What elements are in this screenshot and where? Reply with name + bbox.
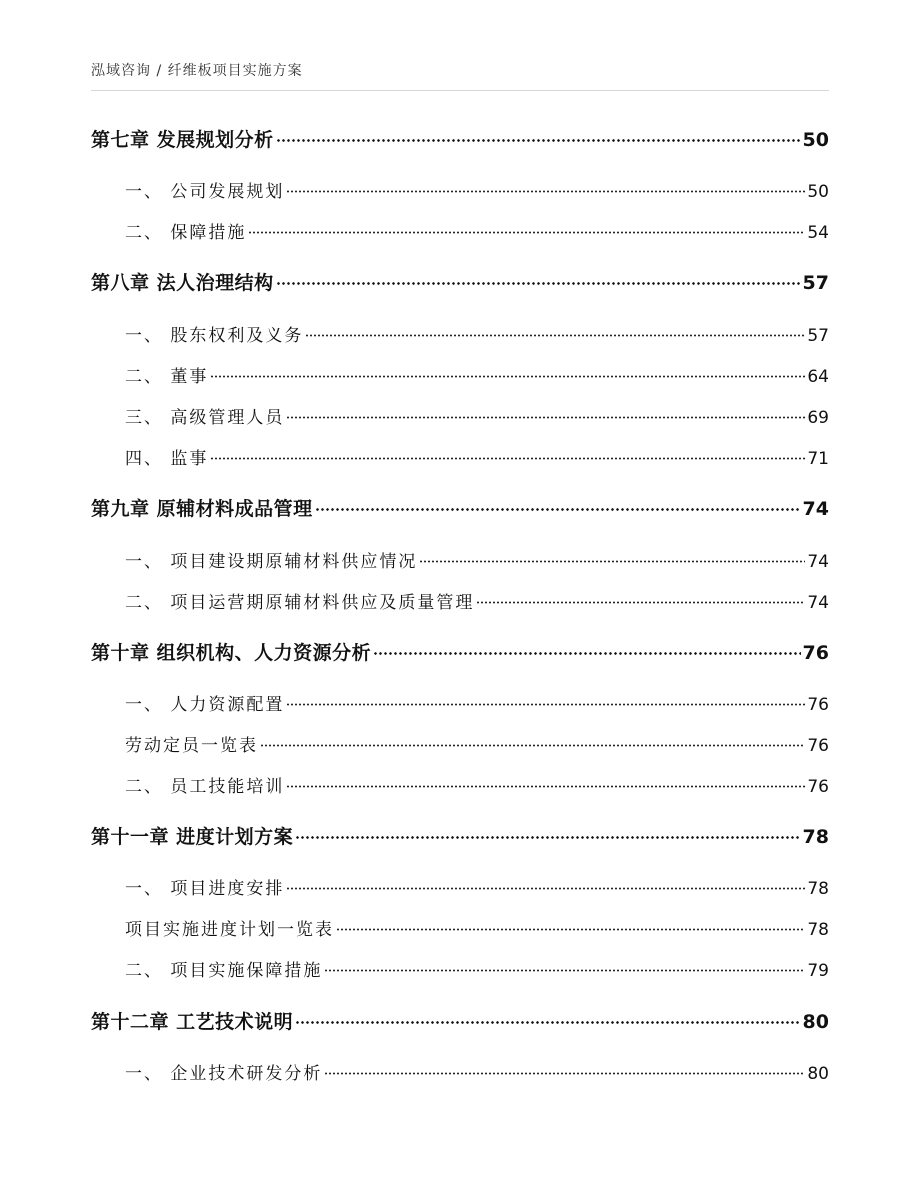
toc-entry-page: 76 — [807, 777, 829, 797]
toc-entry-page: 78 — [807, 879, 829, 899]
dot-leader — [295, 836, 800, 839]
dot-leader — [286, 887, 805, 890]
toc-entry-page: 74 — [802, 498, 829, 520]
dot-leader — [476, 601, 805, 604]
dot-leader — [276, 139, 801, 142]
toc-entry-page: 57 — [807, 326, 829, 346]
toc-chapter-7[interactable] — [91, 125, 829, 152]
toc-section[interactable] — [91, 772, 829, 797]
running-header: 泓域咨询 / 纤维板项目实施方案 — [91, 63, 303, 79]
toc-entry-page: 78 — [802, 826, 829, 848]
toc-entry-title: 一、 项目建设期原辅材料供应情况 — [125, 552, 418, 572]
toc-entry-page: 74 — [807, 593, 829, 613]
toc-entry-title: 第七章 发展规划分析 — [91, 129, 274, 151]
dot-leader — [286, 785, 805, 788]
toc-entry-title: 一、 项目进度安排 — [125, 879, 285, 899]
toc-section[interactable] — [91, 588, 829, 613]
toc-entry-title: 第十章 组织机构、人力资源分析 — [91, 642, 372, 664]
toc-entry-title: 一、 企业技术研发分析 — [125, 1064, 323, 1084]
toc-entry-page: 50 — [807, 182, 829, 202]
toc-entry-title: 第九章 原辅材料成品管理 — [91, 498, 313, 520]
toc-entry-page: 71 — [807, 449, 829, 469]
toc-entry-title: 一、 人力资源配置 — [125, 695, 285, 715]
toc-entry-title: 一、 股东权利及义务 — [125, 326, 304, 346]
dot-leader — [336, 928, 805, 931]
toc-section[interactable] — [91, 874, 829, 899]
toc-entry-page: 76 — [807, 695, 829, 715]
toc-section[interactable] — [91, 444, 829, 469]
toc-section[interactable] — [91, 690, 829, 715]
dot-leader — [286, 190, 805, 193]
toc-entry-title: 劳动定员一览表 — [125, 736, 258, 756]
toc-entry-page: 74 — [807, 552, 829, 572]
dot-leader — [210, 457, 805, 460]
toc-section[interactable] — [91, 321, 829, 346]
dot-leader — [276, 282, 801, 285]
toc-chapter-9[interactable] — [91, 494, 829, 521]
dot-leader — [315, 508, 801, 511]
toc-entry-title: 四、 监事 — [125, 449, 209, 469]
toc-entry-title: 项目实施进度计划一览表 — [125, 920, 334, 940]
toc-entry-page: 57 — [802, 272, 829, 294]
dot-leader — [324, 1072, 805, 1075]
dot-leader — [305, 334, 805, 337]
toc-entry-page: 80 — [807, 1064, 829, 1084]
toc-entry-page: 79 — [807, 961, 829, 981]
header-divider — [91, 90, 829, 91]
toc-entry-title: 第八章 法人治理结构 — [91, 272, 274, 294]
toc-section[interactable] — [91, 403, 829, 428]
toc-entry-page: 76 — [802, 642, 829, 664]
dot-leader — [210, 375, 805, 378]
toc-section[interactable] — [91, 547, 829, 572]
toc-entry-title: 二、 董事 — [125, 367, 209, 387]
toc-chapter-11[interactable] — [91, 822, 829, 849]
toc-chapter-10[interactable] — [91, 638, 829, 665]
toc-entry-page: 78 — [807, 920, 829, 940]
toc-entry-title: 二、 员工技能培训 — [125, 777, 285, 797]
toc-entry-page: 69 — [807, 408, 829, 428]
dot-leader — [373, 652, 800, 655]
toc-entry-title: 二、 项目运营期原辅材料供应及质量管理 — [125, 593, 475, 613]
toc-entry-title: 二、 项目实施保障措施 — [125, 961, 323, 981]
toc-entry-title: 第十二章 工艺技术说明 — [91, 1011, 294, 1033]
toc-section[interactable] — [91, 1059, 829, 1084]
dot-leader — [260, 744, 805, 747]
toc-entry-page: 64 — [807, 367, 829, 387]
dot-leader — [419, 560, 805, 563]
toc-section[interactable] — [91, 177, 829, 202]
dot-leader — [286, 416, 805, 419]
dot-leader — [248, 231, 805, 234]
toc-section[interactable] — [91, 218, 829, 243]
toc-table-entry[interactable] — [91, 731, 829, 756]
toc-chapter-8[interactable] — [91, 268, 829, 295]
toc-entry-page: 80 — [802, 1011, 829, 1033]
toc-entry-page: 50 — [802, 129, 829, 151]
toc-table-entry[interactable] — [91, 915, 829, 940]
toc-section[interactable] — [91, 956, 829, 981]
toc-entry-page: 76 — [807, 736, 829, 756]
toc-entry-title: 一、 公司发展规划 — [125, 182, 285, 202]
toc-chapter-12[interactable] — [91, 1007, 829, 1034]
toc-entry-page: 54 — [807, 223, 829, 243]
toc-section[interactable] — [91, 362, 829, 387]
toc-entry-title: 第十一章 进度计划方案 — [91, 826, 294, 848]
toc-entry-title: 二、 保障措施 — [125, 223, 247, 243]
dot-leader — [295, 1021, 800, 1024]
toc-entry-title: 三、 高级管理人员 — [125, 408, 285, 428]
dot-leader — [286, 703, 805, 706]
dot-leader — [324, 969, 805, 972]
